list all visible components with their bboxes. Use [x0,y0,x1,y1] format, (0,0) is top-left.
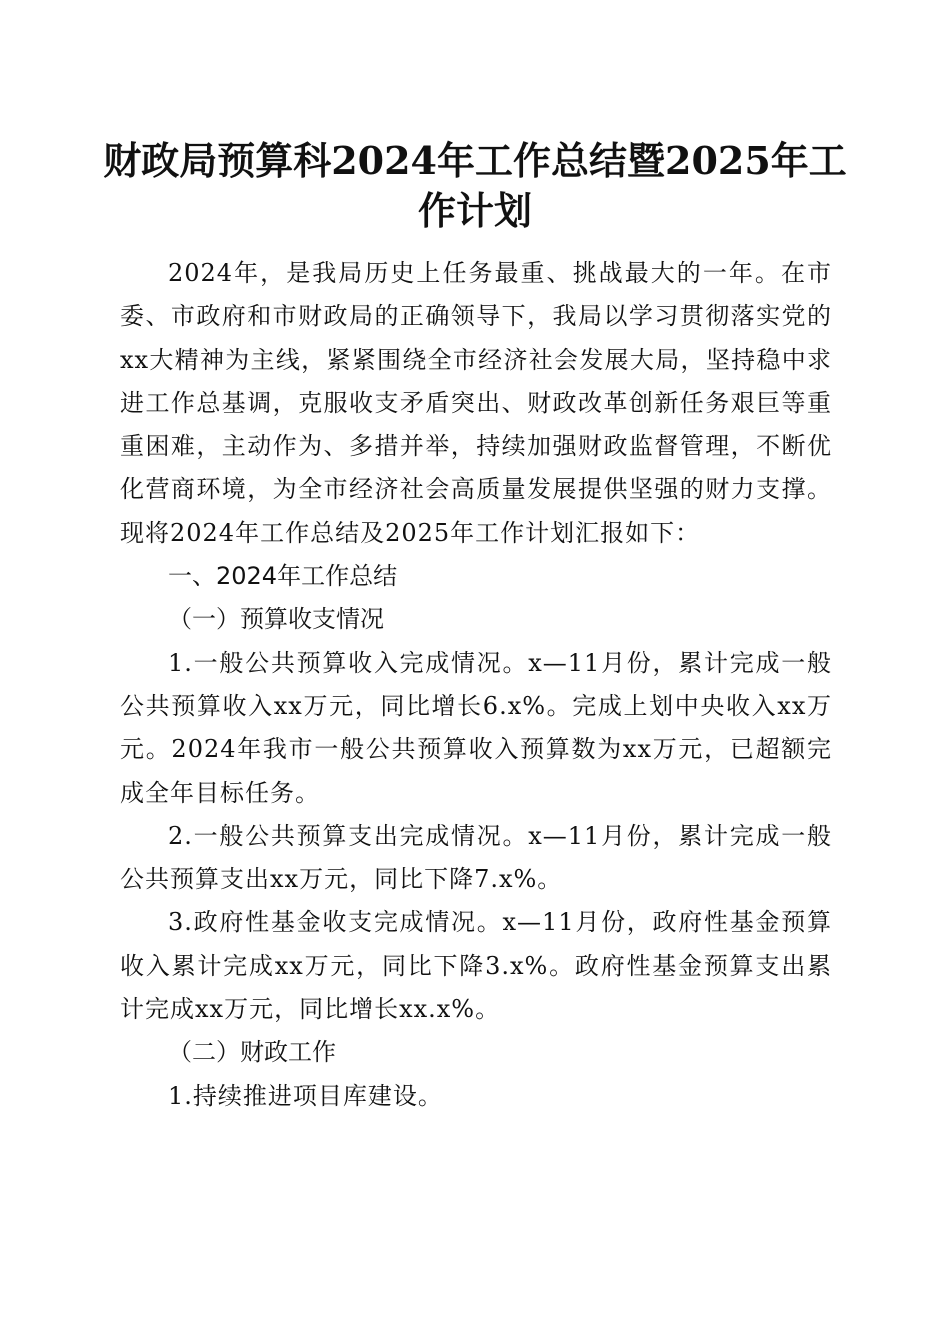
paragraph-revenue: 1.一般公共预算收入完成情况。x—11月份，累计完成一般公共预算收入xx万元，同比增长6.x%。完成上划中央收入xx万元。2024年我市一般公共预算收入预算数为xx万元，已超额完成全年目标任务。 [120,648,832,807]
paragraph-project-library: 1.持续推进项目库建设。 [168,1081,443,1110]
section-heading-1: 一、2024年工作总结 [168,562,398,591]
document-body [120,252,832,1118]
paragraph-expenditure: 2.一般公共预算支出完成情况。x—11月份，累计完成一般公共预算支出xx万元，同比下降7.x%。 [120,821,832,894]
subsection-heading-finance-work: （二）财政工作 [168,1038,336,1067]
subsection-heading-budget: （一）预算收支情况 [168,605,384,634]
paragraph-fund: 3.政府性基金收支完成情况。x—11月份，政府性基金预算收入累计完成xx万元，同比下降3.x%。政府性基金预算支出累计完成xx万元，同比增长xx.x%。 [120,908,832,1024]
document-title: 财政局预算科2024年工作总结暨2025年工作计划 [103,138,847,233]
intro-paragraph: 2024年，是我局历史上任务最重、挑战最大的一年。在市委、市政府和市财政局的正确领导下，我局以学习贯彻落实党的xx大精神为主线，紧紧围绕全市经济社会发展大局，坚持稳中求进工作总基调，克服收支矛盾突出、财政改革创新任务艰巨等重重困难，主动作为、多措并举，持续加强财政监督管理，不断优化营商环境，为全市经济社会高质量发展提供坚强的财力支撑。现将2024年工作总结及2025年工作计划汇报如下： [120,259,832,547]
